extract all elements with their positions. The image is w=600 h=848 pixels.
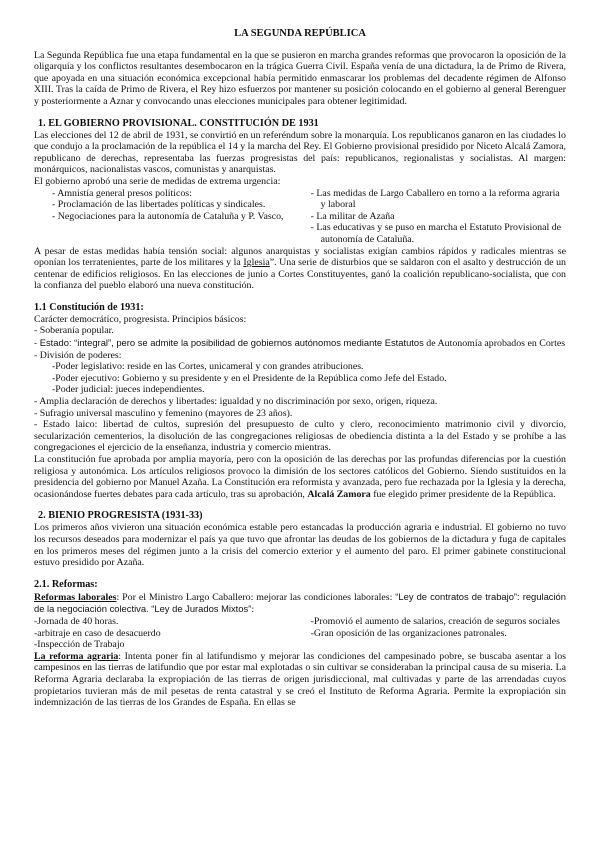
labour-reforms-list <box>34 616 566 651</box>
page-title: LA SEGUNDA REPÚBLICA <box>234 28 366 39</box>
agrarian-reform-paragraph: La reforma agraria: Intenta poner fin al latifundismo y mejorar las condiciones del campesinado pobre, se buscaba asentar a los campesinos en las tierras de latifundio que por estar mal explotadas o sin cultivar se consideraban la principal causa de su miseria. La Reforma Agraria declaraba la expropiación de las tierras de origen jurisdiccional, mal cultivadas y parte de las arrendadas cuyos propietarios tuvieran más de mil pesetas de renta catastral y se creó el Instituto de Reforma Agraria. Permite la expropiación sin indemnización de las tierras de los Grandes de España. En ellas se <box>34 650 566 709</box>
list-item: -Gran oposición de las organizaciones patronales. <box>310 627 507 639</box>
section-1-paragraph: Las elecciones del 12 de abril de 1931, se convirtió en un referéndum sobre la monarquía. Los republicanos ganaron en las ciudades lo que condujo a la proclamación de la república el 14 y la marcha del Rey. El Gobierno provisional presidido por Niceto Alcalá Zamora, republicano de derechas, representaba las fuerzas progresistas del país: republicanos, regionalistas y socialistas. Al margen: monárquicos, nacionalistas vascos, comunistas y anarquistas. <box>34 129 566 176</box>
principle-secular-state: - Estado laico: libertad de cultos, supresión del presupuesto de culto y clero, reconocimiento matrimonio civil y divorcio, secularización cementerios, la disolución de las congregaciones religiosas de obediencia distinta a la del Estado y se prohíbe a las congregaciones el ejercicio de la enseñanza, industria y comercio mientras. <box>34 419 566 454</box>
list-item: - Proclamación de las libertades políticas y sindicales. <box>52 199 266 211</box>
principle-division: - División de poderes: <box>34 349 122 361</box>
principle-suffrage: - Sufragio universal masculino y femenino (mayores de 23 años). <box>34 407 293 419</box>
intro-paragraph: La Segunda República fue una etapa fundamental en la que se pusieron en marcha grandes reformas que provocaron la oposición de la oligarquía y los conflictos resultantes desembocaron en la trágica Guerra Civil. España venía de una dictadura, la de Primo de Rivera, que apoyada en una situación económica excepcional había permitido enmascarar los problemas del decadente régimen de Alfonso XIII. Tras la caída de Primo de Rivera, el Rey hizo esfuerzos por mantener su posición colocando en el gobierno al general Berenguer y posteriormente a Aznar y convocando unas elecciones municipales para obtener legitimidad. <box>34 49 566 107</box>
constitution-intro: Carácter democrático, progresista. Principios básicos: <box>34 313 247 325</box>
labour-reforms-paragraph: Reformas laborales: Por el Ministro Largo Caballero: mejorar las condiciones laborales: “Ley de contratos de trabajo”: regulación de la negociación colectiva. “Ley de Jurados Mixtos”: <box>34 590 566 616</box>
list-item: -Inspección de Trabajo <box>34 639 125 651</box>
urgent-measures-list <box>34 188 566 246</box>
urgent-measures-left <box>34 188 289 246</box>
labour-reforms-label: Reformas laborales <box>34 591 117 603</box>
list-item: -Jornada de 40 horas. <box>34 615 119 627</box>
constitution-approval-paragraph: La constitución fue aprobada por amplia mayoría, pero con la oposición de las derechas por las profundas diferencias por la cuestión religiosa y autonómica. Los artículos religiosos provoco la dimisión de los sectores católicos del Gobierno. Siendo sustituidos en la presidencia del gobierno por Manuel Azaña. La Constitución era reformista y avanzada, pero fue rechazada por la Iglesia y la derecha, ocasionándose fuertes debates para cada artículo, tras su aprobación, Alcalá Zamora fue elegido primer presidente de la República. <box>34 454 566 500</box>
section-2-paragraph: Los primeros años vivieron una situación económica estable pero estancadas la producción agraria e industrial. El gobierno no tuvo los recursos deseados para modernizar el país ya que tuvo que afrontar las deudas de los gobiernos de la dictadura y fuga de capitales en los primeros meses del régimen junto a la crisis del comercio exterior y el aumento del paro. El primer gabinete constitucional estuvo presidido por Azaña. <box>34 522 566 569</box>
section-1-measures-intro: El gobierno aprobó una serie de medidas de extrema urgencia: <box>34 175 281 187</box>
principle-rights: - Amplia declaración de derechos y libertades: igualdad y no discriminación por sexo, origen, riqueza. <box>34 396 438 408</box>
section-2-heading: 2. BIENIO PROGRESISTA (1931-33) <box>38 510 203 522</box>
urgent-measures-right <box>311 188 566 246</box>
section-2-1-heading: 2.1. Reformas: <box>34 578 98 590</box>
agrarian-reform-label: La reforma agraria <box>34 650 119 662</box>
list-item: - Las educativas y se puso en marcha el Estatuto Provisional de autonomía de Cataluña. <box>310 222 562 245</box>
list-item: - Las medidas de Largo Caballero en torno a la reforma agraria y laboral <box>310 187 560 211</box>
president-name: Alcalá Zamora <box>307 488 371 500</box>
list-item: -Promovió el aumento de salarios, creación de seguros sociales <box>310 615 560 627</box>
principle-state: - Estado: “integral”, pero se admite la posibilidad de gobiernos autónomos mediante Estatutos de Autonomía aprobados en Cortes <box>34 337 566 350</box>
power-legislative: -Poder legislativo: reside en las Cortes, unicameral y con grandes atribuciones. <box>52 361 364 373</box>
power-executive: -Poder ejecutivo: Gobierno y su presidente y en el Presidente de la República como Jefe del Estado. <box>52 372 447 384</box>
list-item: - Negociaciones para la autonomía de Cataluña y P. Vasco, <box>52 210 284 222</box>
section-1-heading: 1. EL GOBIERNO PROVISIONAL. CONSTITUCIÓN DE 1931 <box>38 117 319 129</box>
power-judicial: -Poder judicial: jueces independientes. <box>52 384 205 396</box>
list-item: -arbitraje en caso de desacuerdo <box>34 627 161 639</box>
church-word: Iglesia <box>243 257 270 269</box>
labour-reforms-right <box>311 616 566 651</box>
social-tension-paragraph: A pesar de estas medidas había tensión social: algunos anarquistas y socialistas exigían cambios rápidos y radicales mientras se oponían los terratenientes, parte de los militares y la Iglesia”. Una serie de disturbios que se saldaron con el asalto y destrucción de un centenar de edificios religiosos. En las elecciones de junio a Cortes Constituyentes, ganó la coalición republicano-socialista, que con la confianza del pueblo elaboró una nueva constitución. <box>34 245 566 292</box>
list-item: - La militar de Azaña <box>310 210 395 222</box>
list-item: - Amnistía general presos políticos: <box>52 187 192 199</box>
labour-reforms-left <box>34 616 289 651</box>
section-1-1-heading: 1.1 Constitución de 1931: <box>34 301 144 313</box>
principle-sovereignty: - Soberanía popular. <box>34 325 114 337</box>
